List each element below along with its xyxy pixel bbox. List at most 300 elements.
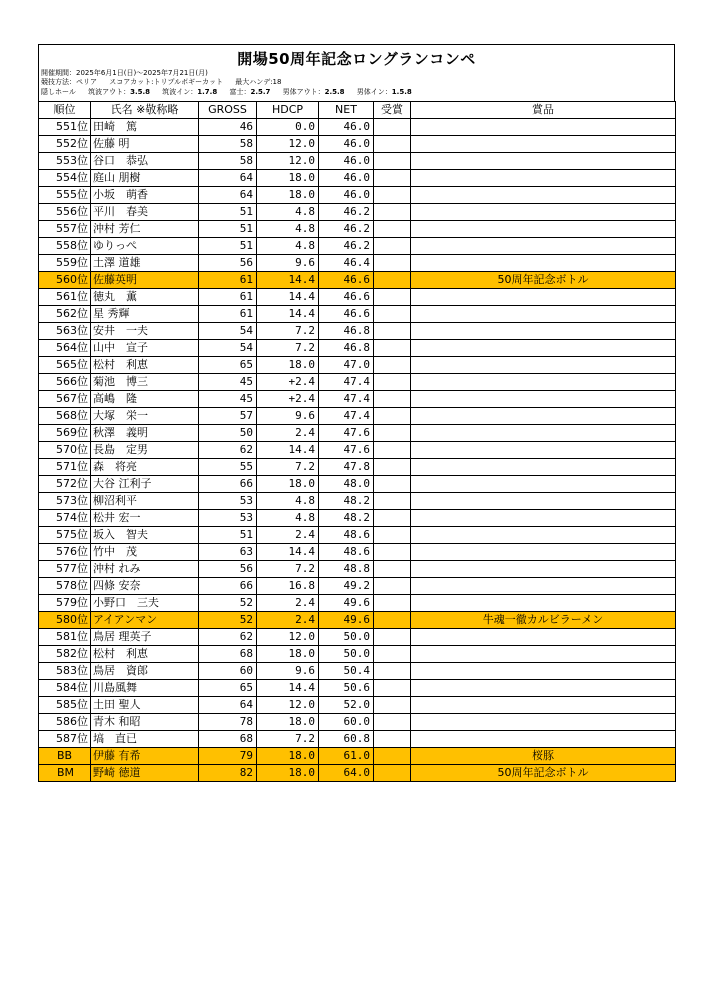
gross-cell: 65 <box>199 357 257 374</box>
rank-cell: 557位 <box>39 221 91 238</box>
award-cell <box>374 646 411 663</box>
table-row <box>39 493 676 510</box>
table-row <box>39 170 676 187</box>
name-cell: 塙 直已 <box>91 731 199 748</box>
award-cell <box>374 340 411 357</box>
hdcp-cell: 18.0 <box>257 187 319 204</box>
gross-cell: 68 <box>199 731 257 748</box>
award-cell <box>374 306 411 323</box>
table-row <box>39 136 676 153</box>
award-cell <box>374 544 411 561</box>
name-cell: 竹中 茂 <box>91 544 199 561</box>
name-cell: 野崎 徳道 <box>91 765 199 782</box>
net-cell: 48.8 <box>319 561 374 578</box>
table-row <box>39 544 676 561</box>
net-cell: 46.2 <box>319 204 374 221</box>
rank-cell: 577位 <box>39 561 91 578</box>
rank-cell: 581位 <box>39 629 91 646</box>
rank-cell: BB <box>39 748 91 765</box>
rank-cell: 576位 <box>39 544 91 561</box>
col-award: 受賞 <box>374 102 411 119</box>
award-cell <box>374 459 411 476</box>
award-cell <box>374 612 411 629</box>
net-cell: 49.6 <box>319 612 374 629</box>
table-row <box>39 646 676 663</box>
net-cell: 46.6 <box>319 272 374 289</box>
table-row <box>39 510 676 527</box>
prize-cell: 50周年記念ボトル <box>411 272 676 289</box>
rank-cell: 560位 <box>39 272 91 289</box>
name-cell: 安井 一夫 <box>91 323 199 340</box>
hdcp-cell: 12.0 <box>257 629 319 646</box>
col-rank: 順位 <box>39 102 91 119</box>
table-row <box>39 306 676 323</box>
name-cell: 長島 定男 <box>91 442 199 459</box>
name-cell: 鳥居 資郎 <box>91 663 199 680</box>
name-cell: 柳沼利平 <box>91 493 199 510</box>
net-cell: 49.2 <box>319 578 374 595</box>
col-gross: GROSS <box>199 102 257 119</box>
award-cell <box>374 289 411 306</box>
col-prize: 賞品 <box>411 102 676 119</box>
rank-cell: 587位 <box>39 731 91 748</box>
prize-cell <box>411 153 676 170</box>
award-cell <box>374 323 411 340</box>
net-cell: 50.4 <box>319 663 374 680</box>
hdcp-cell: 7.2 <box>257 731 319 748</box>
prize-cell <box>411 476 676 493</box>
net-cell: 47.6 <box>319 425 374 442</box>
rank-cell: 571位 <box>39 459 91 476</box>
prize-cell <box>411 119 676 136</box>
hidden-hole-4-value: 2.5.8 <box>324 88 345 96</box>
award-cell <box>374 663 411 680</box>
table-row <box>39 340 676 357</box>
table-row <box>39 459 676 476</box>
prize-cell <box>411 391 676 408</box>
prize-cell <box>411 289 676 306</box>
page-title: 開場50周年記念ロングランコンペ <box>237 50 476 68</box>
name-cell: 青木 和昭 <box>91 714 199 731</box>
name-cell: 沖村 芳仁 <box>91 221 199 238</box>
col-hdcp: HDCP <box>257 102 319 119</box>
net-cell: 46.8 <box>319 323 374 340</box>
rank-cell: 568位 <box>39 408 91 425</box>
gross-cell: 45 <box>199 374 257 391</box>
net-cell: 52.0 <box>319 697 374 714</box>
hdcp-cell: 2.4 <box>257 425 319 442</box>
name-cell: 庭山 朋樹 <box>91 170 199 187</box>
hidden-hole-5-value: 1.5.8 <box>391 88 412 96</box>
net-cell: 60.0 <box>319 714 374 731</box>
name-cell: 坂入 智夫 <box>91 527 199 544</box>
table-row <box>39 714 676 731</box>
rank-cell: 564位 <box>39 340 91 357</box>
award-cell <box>374 765 411 782</box>
prize-cell <box>411 561 676 578</box>
hdcp-cell: 7.2 <box>257 340 319 357</box>
hdcp-cell: 4.8 <box>257 493 319 510</box>
rank-cell: 551位 <box>39 119 91 136</box>
table-row <box>39 374 676 391</box>
award-cell <box>374 255 411 272</box>
name-cell: 土澤 道雄 <box>91 255 199 272</box>
prize-cell <box>411 238 676 255</box>
gross-cell: 51 <box>199 204 257 221</box>
table-row <box>39 476 676 493</box>
rank-cell: 553位 <box>39 153 91 170</box>
net-cell: 46.8 <box>319 340 374 357</box>
hidden-hole-2-value: 1.7.8 <box>197 88 218 96</box>
gross-cell: 45 <box>199 391 257 408</box>
gross-cell: 46 <box>199 119 257 136</box>
hdcp-cell: 14.4 <box>257 544 319 561</box>
net-cell: 47.0 <box>319 357 374 374</box>
net-cell: 46.6 <box>319 306 374 323</box>
name-cell: 松井 宏一 <box>91 510 199 527</box>
hdcp-cell: +2.4 <box>257 374 319 391</box>
award-cell <box>374 357 411 374</box>
table-row <box>39 391 676 408</box>
hdcp-cell: 7.2 <box>257 459 319 476</box>
table-row <box>39 765 676 782</box>
prize-cell <box>411 459 676 476</box>
table-row <box>39 272 676 289</box>
hidden-hole-1-label: 筑波アウト： <box>88 88 131 96</box>
hdcp-cell: 14.4 <box>257 289 319 306</box>
prize-cell: 50周年記念ボトル <box>411 765 676 782</box>
prize-cell <box>411 510 676 527</box>
award-cell <box>374 697 411 714</box>
name-cell: 田崎 篤 <box>91 119 199 136</box>
net-cell: 46.0 <box>319 119 374 136</box>
gross-cell: 66 <box>199 476 257 493</box>
award-cell <box>374 595 411 612</box>
hdcp-cell: 4.8 <box>257 238 319 255</box>
table-row <box>39 357 676 374</box>
gross-cell: 62 <box>199 442 257 459</box>
net-cell: 48.2 <box>319 493 374 510</box>
hdcp-cell: 2.4 <box>257 595 319 612</box>
net-cell: 47.8 <box>319 459 374 476</box>
hdcp-cell: 4.8 <box>257 204 319 221</box>
name-cell: ゆりっぺ <box>91 238 199 255</box>
name-cell: 山中 宣子 <box>91 340 199 357</box>
table-row <box>39 153 676 170</box>
table-row <box>39 561 676 578</box>
hdcp-cell: 2.4 <box>257 527 319 544</box>
prize-cell: 牛魂一徹カルビラーメン <box>411 612 676 629</box>
hdcp-cell: 9.6 <box>257 408 319 425</box>
table-row <box>39 442 676 459</box>
name-cell: 伊藤 有希 <box>91 748 199 765</box>
net-cell: 46.0 <box>319 187 374 204</box>
award-cell <box>374 493 411 510</box>
rank-cell: 582位 <box>39 646 91 663</box>
table-row <box>39 527 676 544</box>
name-cell: 谷口 恭弘 <box>91 153 199 170</box>
prize-cell <box>411 357 676 374</box>
award-cell <box>374 204 411 221</box>
gross-cell: 51 <box>199 221 257 238</box>
rank-cell: 573位 <box>39 493 91 510</box>
name-cell: 沖村 れみ <box>91 561 199 578</box>
method-label: 競技方法：ペリア <box>41 78 97 86</box>
gross-cell: 54 <box>199 340 257 357</box>
hdcp-cell: 14.4 <box>257 306 319 323</box>
rank-cell: 570位 <box>39 442 91 459</box>
gross-cell: 64 <box>199 187 257 204</box>
hidden-hole-2-label: 筑波イン： <box>162 88 198 96</box>
rank-cell: 555位 <box>39 187 91 204</box>
hdcp-cell: 7.2 <box>257 323 319 340</box>
prize-cell <box>411 221 676 238</box>
gross-cell: 82 <box>199 765 257 782</box>
gross-cell: 58 <box>199 153 257 170</box>
gross-cell: 51 <box>199 527 257 544</box>
prize-cell <box>411 204 676 221</box>
net-cell: 50.6 <box>319 680 374 697</box>
rank-cell: 558位 <box>39 238 91 255</box>
gross-cell: 65 <box>199 680 257 697</box>
rank-cell: 578位 <box>39 578 91 595</box>
net-cell: 46.0 <box>319 136 374 153</box>
gross-cell: 53 <box>199 493 257 510</box>
col-name: 氏名 ※敬称略 <box>91 102 199 119</box>
prize-cell <box>411 646 676 663</box>
rank-cell: 585位 <box>39 697 91 714</box>
prize-cell <box>411 255 676 272</box>
gross-cell: 66 <box>199 578 257 595</box>
hdcp-cell: 12.0 <box>257 153 319 170</box>
net-cell: 48.2 <box>319 510 374 527</box>
name-cell: 松村 利恵 <box>91 646 199 663</box>
hidden-hole-4-label: 男体アウト： <box>282 88 325 96</box>
hidden-holes-label: 隠しホール <box>41 88 76 96</box>
gross-cell: 55 <box>199 459 257 476</box>
rank-cell: 586位 <box>39 714 91 731</box>
rank-cell: 575位 <box>39 527 91 544</box>
rank-cell: 572位 <box>39 476 91 493</box>
award-cell <box>374 510 411 527</box>
hdcp-cell: 14.4 <box>257 442 319 459</box>
hdcp-cell: 12.0 <box>257 136 319 153</box>
name-cell: 川島風舞 <box>91 680 199 697</box>
name-cell: 佐藤英明 <box>91 272 199 289</box>
table-row <box>39 578 676 595</box>
prize-cell <box>411 578 676 595</box>
award-cell <box>374 629 411 646</box>
award-cell <box>374 238 411 255</box>
rank-cell: 567位 <box>39 391 91 408</box>
net-cell: 47.4 <box>319 374 374 391</box>
prize-cell <box>411 714 676 731</box>
rank-cell: 563位 <box>39 323 91 340</box>
gross-cell: 68 <box>199 646 257 663</box>
gross-cell: 63 <box>199 544 257 561</box>
award-cell <box>374 391 411 408</box>
rank-cell: 559位 <box>39 255 91 272</box>
hdcp-cell: 18.0 <box>257 170 319 187</box>
hdcp-cell: 4.8 <box>257 221 319 238</box>
net-cell: 61.0 <box>319 748 374 765</box>
net-cell: 50.0 <box>319 646 374 663</box>
name-cell: 松村 利恵 <box>91 357 199 374</box>
table-row <box>39 595 676 612</box>
prize-cell <box>411 425 676 442</box>
award-cell <box>374 374 411 391</box>
net-cell: 60.8 <box>319 731 374 748</box>
award-cell <box>374 136 411 153</box>
rank-cell: 552位 <box>39 136 91 153</box>
net-cell: 46.0 <box>319 153 374 170</box>
award-cell <box>374 731 411 748</box>
hdcp-cell: 18.0 <box>257 748 319 765</box>
name-cell: 佐藤 明 <box>91 136 199 153</box>
rank-cell: 569位 <box>39 425 91 442</box>
hdcp-cell: 14.4 <box>257 680 319 697</box>
event-period: 開催期間：2025年6月1日(日)～2025年7月21日(月) <box>41 69 208 77</box>
table-row <box>39 629 676 646</box>
award-cell <box>374 714 411 731</box>
award-cell <box>374 153 411 170</box>
name-cell: 森 将亮 <box>91 459 199 476</box>
gross-cell: 61 <box>199 272 257 289</box>
prize-cell <box>411 170 676 187</box>
gross-cell: 64 <box>199 697 257 714</box>
net-cell: 47.6 <box>319 442 374 459</box>
results-sheet <box>38 44 675 782</box>
hdcp-cell: 16.8 <box>257 578 319 595</box>
rank-cell: 561位 <box>39 289 91 306</box>
rank-cell: 556位 <box>39 204 91 221</box>
gross-cell: 78 <box>199 714 257 731</box>
gross-cell: 50 <box>199 425 257 442</box>
table-row <box>39 612 676 629</box>
table-row <box>39 238 676 255</box>
table-row <box>39 119 676 136</box>
net-cell: 64.0 <box>319 765 374 782</box>
hdcp-cell: 18.0 <box>257 357 319 374</box>
gross-cell: 61 <box>199 289 257 306</box>
net-cell: 48.0 <box>319 476 374 493</box>
gross-cell: 62 <box>199 629 257 646</box>
table-row <box>39 255 676 272</box>
net-cell: 50.0 <box>319 629 374 646</box>
award-cell <box>374 170 411 187</box>
hdcp-cell: 9.6 <box>257 255 319 272</box>
table-row <box>39 680 676 697</box>
hdcp-cell: 18.0 <box>257 476 319 493</box>
net-cell: 49.6 <box>319 595 374 612</box>
name-cell: 土田 聖人 <box>91 697 199 714</box>
hdcp-cell: 2.4 <box>257 612 319 629</box>
prize-cell <box>411 136 676 153</box>
hidden-hole-3-value: 2.5.7 <box>250 88 271 96</box>
name-cell: 秋澤 義明 <box>91 425 199 442</box>
award-cell <box>374 272 411 289</box>
table-row <box>39 221 676 238</box>
col-net: NET <box>319 102 374 119</box>
name-cell: 鳥居 理英子 <box>91 629 199 646</box>
net-cell: 46.2 <box>319 221 374 238</box>
hdcp-cell: 18.0 <box>257 714 319 731</box>
net-cell: 47.4 <box>319 391 374 408</box>
hidden-hole-5-label: 男体イン： <box>356 88 392 96</box>
hdcp-cell: 12.0 <box>257 697 319 714</box>
rank-cell: BM <box>39 765 91 782</box>
gross-cell: 52 <box>199 595 257 612</box>
gross-cell: 79 <box>199 748 257 765</box>
rank-cell: 579位 <box>39 595 91 612</box>
hidden-hole-3-label: 富士： <box>229 88 251 96</box>
prize-cell <box>411 680 676 697</box>
rank-cell: 554位 <box>39 170 91 187</box>
rank-cell: 566位 <box>39 374 91 391</box>
gross-cell: 51 <box>199 238 257 255</box>
prize-cell <box>411 340 676 357</box>
award-cell <box>374 680 411 697</box>
results-table <box>38 101 676 782</box>
table-row <box>39 323 676 340</box>
gross-cell: 54 <box>199 323 257 340</box>
rank-cell: 562位 <box>39 306 91 323</box>
hidden-hole-1-value: 3.5.8 <box>130 88 151 96</box>
gross-cell: 60 <box>199 663 257 680</box>
prize-cell <box>411 323 676 340</box>
net-cell: 46.4 <box>319 255 374 272</box>
prize-cell <box>411 493 676 510</box>
table-row <box>39 731 676 748</box>
competition-rules <box>41 78 281 86</box>
table-row <box>39 748 676 765</box>
table-row <box>39 663 676 680</box>
hdcp-cell: +2.4 <box>257 391 319 408</box>
prize-cell <box>411 663 676 680</box>
prize-cell <box>411 629 676 646</box>
name-cell: アイアンマン <box>91 612 199 629</box>
hdcp-cell: 14.4 <box>257 272 319 289</box>
rank-cell: 574位 <box>39 510 91 527</box>
award-cell <box>374 425 411 442</box>
gross-cell: 57 <box>199 408 257 425</box>
gross-cell: 58 <box>199 136 257 153</box>
gross-cell: 53 <box>199 510 257 527</box>
net-cell: 46.2 <box>319 238 374 255</box>
max-handicap: 最大ハンデ:18 <box>235 78 282 86</box>
hdcp-cell: 9.6 <box>257 663 319 680</box>
hidden-holes <box>41 88 412 96</box>
table-row <box>39 187 676 204</box>
prize-cell <box>411 306 676 323</box>
table-row <box>39 425 676 442</box>
table-row <box>39 408 676 425</box>
award-cell <box>374 476 411 493</box>
table-row <box>39 697 676 714</box>
hdcp-cell: 18.0 <box>257 765 319 782</box>
award-cell <box>374 561 411 578</box>
prize-cell <box>411 595 676 612</box>
prize-cell <box>411 544 676 561</box>
name-cell: 大塚 栄一 <box>91 408 199 425</box>
award-cell <box>374 187 411 204</box>
prize-cell <box>411 374 676 391</box>
net-cell: 46.6 <box>319 289 374 306</box>
prize-cell <box>411 187 676 204</box>
name-cell: 平川 春美 <box>91 204 199 221</box>
net-cell: 48.6 <box>319 527 374 544</box>
prize-cell: 桜豚 <box>411 748 676 765</box>
